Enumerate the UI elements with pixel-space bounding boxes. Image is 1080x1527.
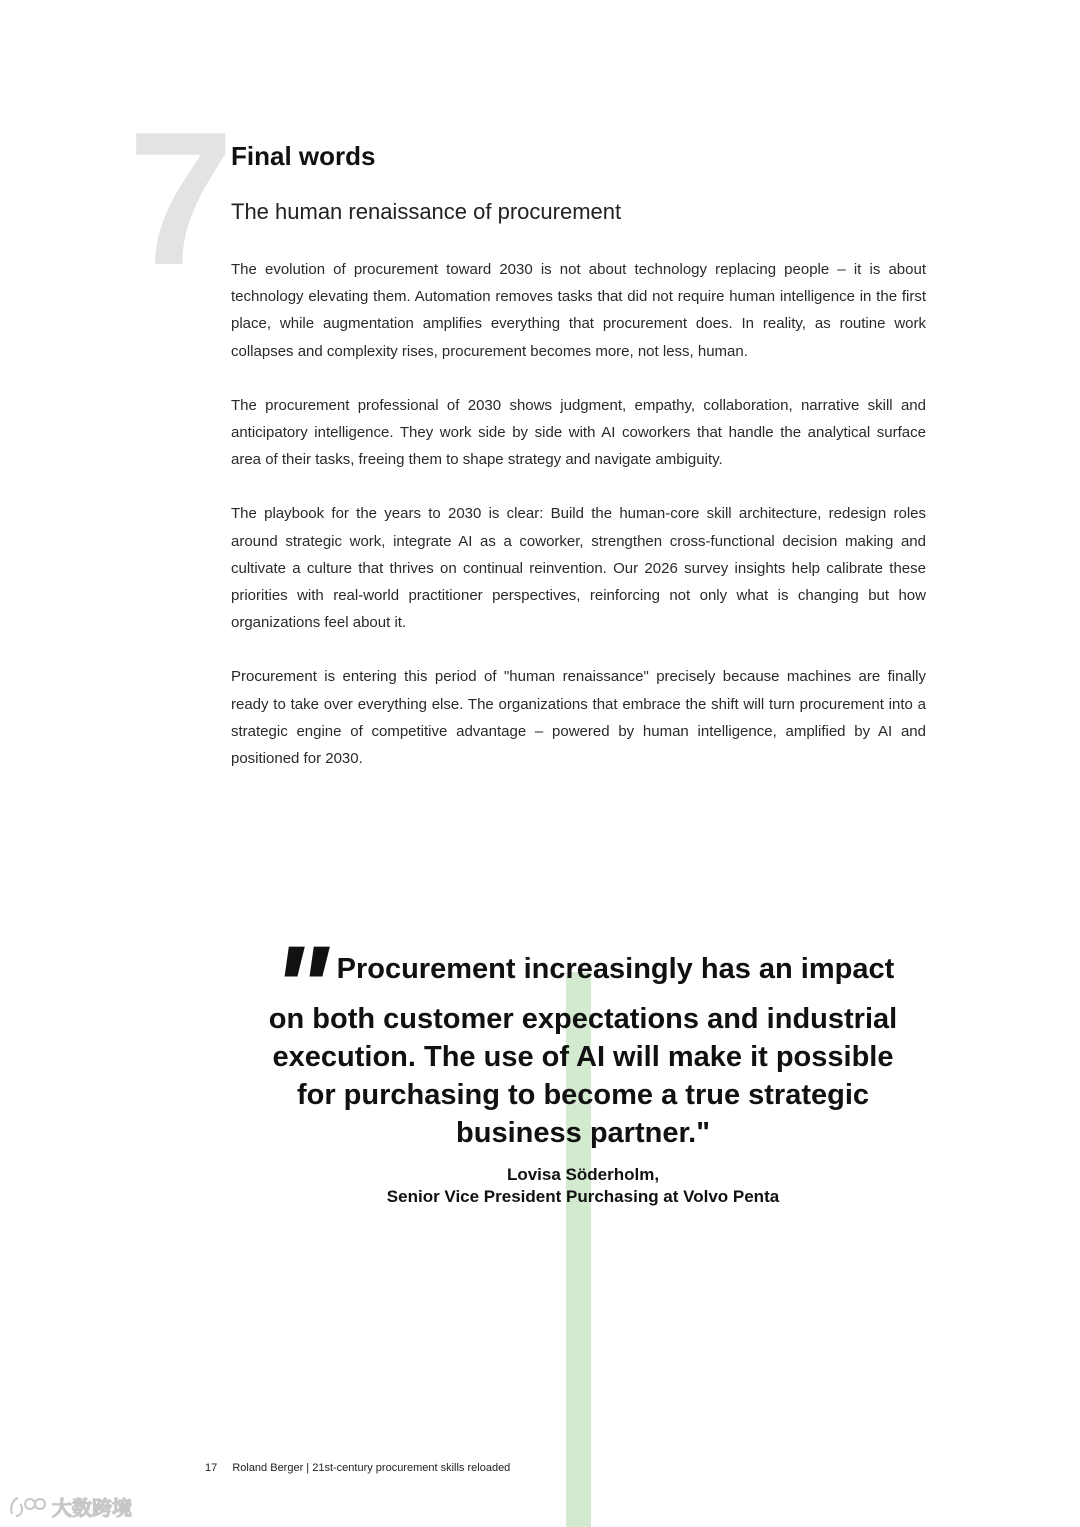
- paragraph: The evolution of procurement toward 2030 is not about technology replacing people – it is about technology elevating them. Automation removes tasks that did not require human intelligence in the first place, while augmentation amplifies everything that procurement does. In reality, as routine work collapses and complexity rises, procurement becomes more, not less, human.: [231, 261, 926, 360]
- quote-author-title: Senior Vice President Purchasing at Volvo Penta: [386, 1187, 780, 1206]
- page-footer: [205, 1460, 510, 1476]
- publication-title: Roland Berger | 21st-century procurement skills reloaded: [232, 1462, 511, 1474]
- page-subtitle: The human renaissance of procurement: [231, 199, 622, 224]
- quote-text: Procurement increasingly has an impact on both customer expectations and industrial execution. The use of AI will make it possible for purchasing to become a true strategic business partner.": [268, 953, 898, 1149]
- paragraph: The procurement professional of 2030 shows judgment, empathy, collaboration, narrative skill and anticipatory intelligence. They work side by side with AI coworkers that handle the analytical surface area of their tasks, freeing them to shape strategy and navigate ambiguity.: [231, 396, 926, 469]
- quote-author: [258, 1164, 908, 1208]
- watermark-logo-icon: [8, 1494, 48, 1520]
- chapter-number: 7: [128, 93, 230, 305]
- quote-author-name: Lovisa Söderholm,: [506, 1165, 660, 1184]
- paragraph: Procurement is entering this period of "human renaissance" precisely because machines are finally ready to take over everything else. The organizations that embrace the shift will turn procurement into a strategic engine of competitive advantage – powered by human intelligence, amplified by AI and positioned for 2030.: [231, 668, 926, 768]
- page-title: Final words: [231, 141, 376, 171]
- page-number: 17: [205, 1462, 218, 1474]
- watermark-text: 大数跨境: [52, 1496, 132, 1520]
- pull-quote: [258, 921, 908, 1208]
- paragraph: The playbook for the years to 2030 is clear: Build the human-core skill architecture, redesign roles around strategic work, integrate AI as a coworker, strengthen cross-functional decision making and cultivate a culture that thrives on continual reinvention. Our 2026 survey insights help calibrate these priorities with real-world practitioner perspectives, reinforcing not only what is changing but how organizations feel about it.: [231, 505, 926, 632]
- watermark: [8, 1492, 132, 1521]
- body-text: [231, 256, 926, 799]
- quote-mark-icon: ": [271, 921, 329, 1055]
- quote-text-container: [258, 921, 908, 1152]
